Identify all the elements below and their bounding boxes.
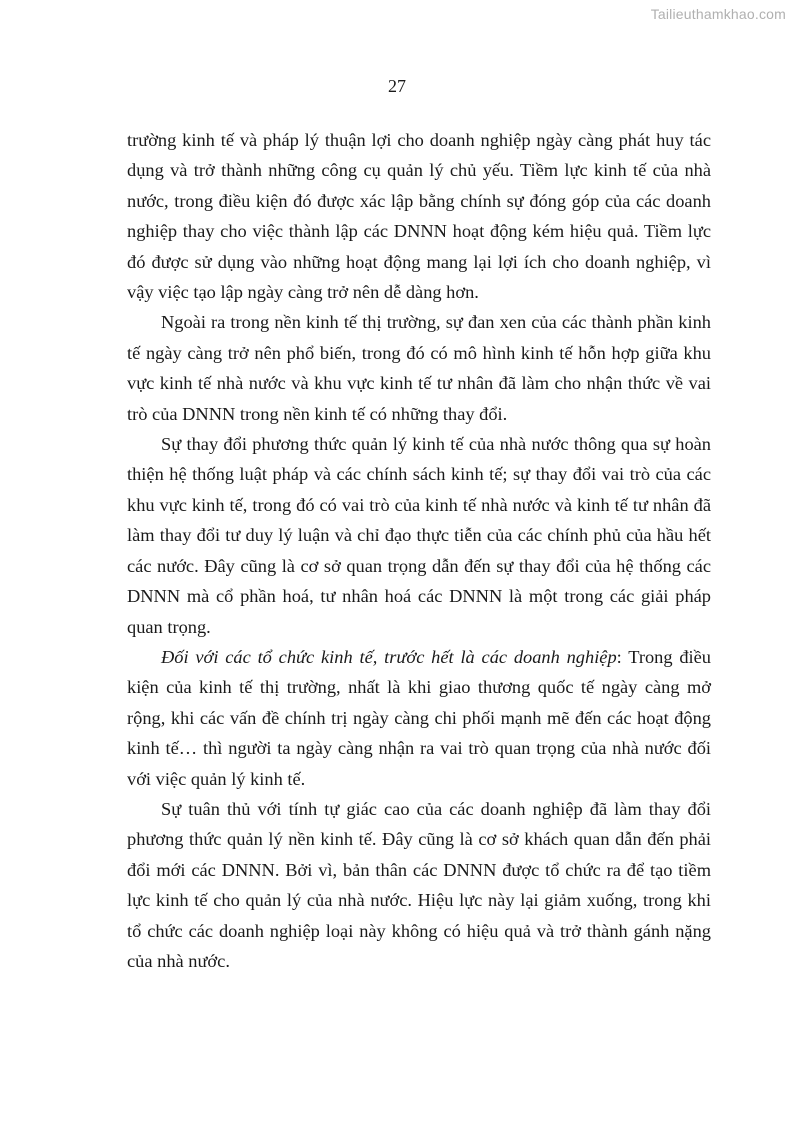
italic-lead-phrase: Đối với các tổ chức kinh tế, trước hết là các doanh nghiệp [161, 646, 617, 667]
paragraph-2: Ngoài ra trong nền kinh tế thị trường, sự đan xen của các thành phần kinh tế ngày càng trở nên phổ biến, trong đó có mô hình kinh tế hỗn hợp giữa khu vực kinh tế nhà nước và khu vực kinh tế tư nhân đã làm cho nhận thức về vai trò của DNNN trong nền kinh tế có những thay đổi. [127, 312, 711, 424]
paragraph-3: Sự thay đổi phương thức quản lý kinh tế của nhà nước thông qua sự hoàn thiện hệ thống luật pháp và các chính sách kinh tế; sự thay đổi vai trò của các khu vực kinh tế, trong đó có vai trò của kinh tế nhà nước và kinh tế tư nhân đã làm thay đổi tư duy lý luận và chỉ đạo thực tiễn của các chính phủ của hầu hết các nước. Đây cũng là cơ sở quan trọng dẫn đến sự thay đổi của hệ thống các DNNN mà cổ phần hoá, tư nhân hoá các DNNN là một trong các giải pháp quan trọng. [127, 434, 711, 637]
watermark: Tailieuthamkhao.com [650, 6, 786, 22]
paragraph-5: Sự tuân thủ với tính tự giác cao của các doanh nghiệp đã làm thay đổi phương thức quản lý nền kinh tế. Đây cũng là cơ sở khách quan dẫn đến phải đổi mới các DNNN. Bởi vì, bản thân các DNNN được tổ chức ra để tạo tiềm lực kinh tế cho quản lý của nhà nước. Hiệu lực này lại giảm xuống, trong khi tổ chức các doanh nghiệp loại này không có hiệu quả và trở thành gánh nặng của nhà nước. [127, 798, 711, 971]
page-number: 27 [388, 76, 406, 96]
document-body [127, 125, 711, 976]
paragraph-4 [127, 642, 711, 794]
paragraph-1: trường kinh tế và pháp lý thuận lợi cho doanh nghiệp ngày càng phát huy tác dụng và trở thành những công cụ quản lý chủ yếu. Tiềm lực kinh tế của nhà nước, trong điều kiện đó được xác lập bằng chính sự đóng góp của các doanh nghiệp thay cho việc thành lập các DNNN hoạt động kém hiệu quả. Tiềm lực đó được sử dụng vào những hoạt động mang lại lợi ích cho doanh nghiệp, vì vậy việc tạo lập ngày càng trở nên dễ dàng hơn. [127, 130, 711, 303]
paragraph-4-text: : Trong điều kiện của kinh tế thị trường, nhất là khi giao thương quốc tế ngày càng mở rộng, khi các vấn đề chính trị ngày càng chi phối mạnh mẽ đến các hoạt động kinh tế… thì người ta ngày càng nhận ra vai trò quan trọng của nhà nước đối với việc quản lý kinh tế. [127, 646, 711, 789]
